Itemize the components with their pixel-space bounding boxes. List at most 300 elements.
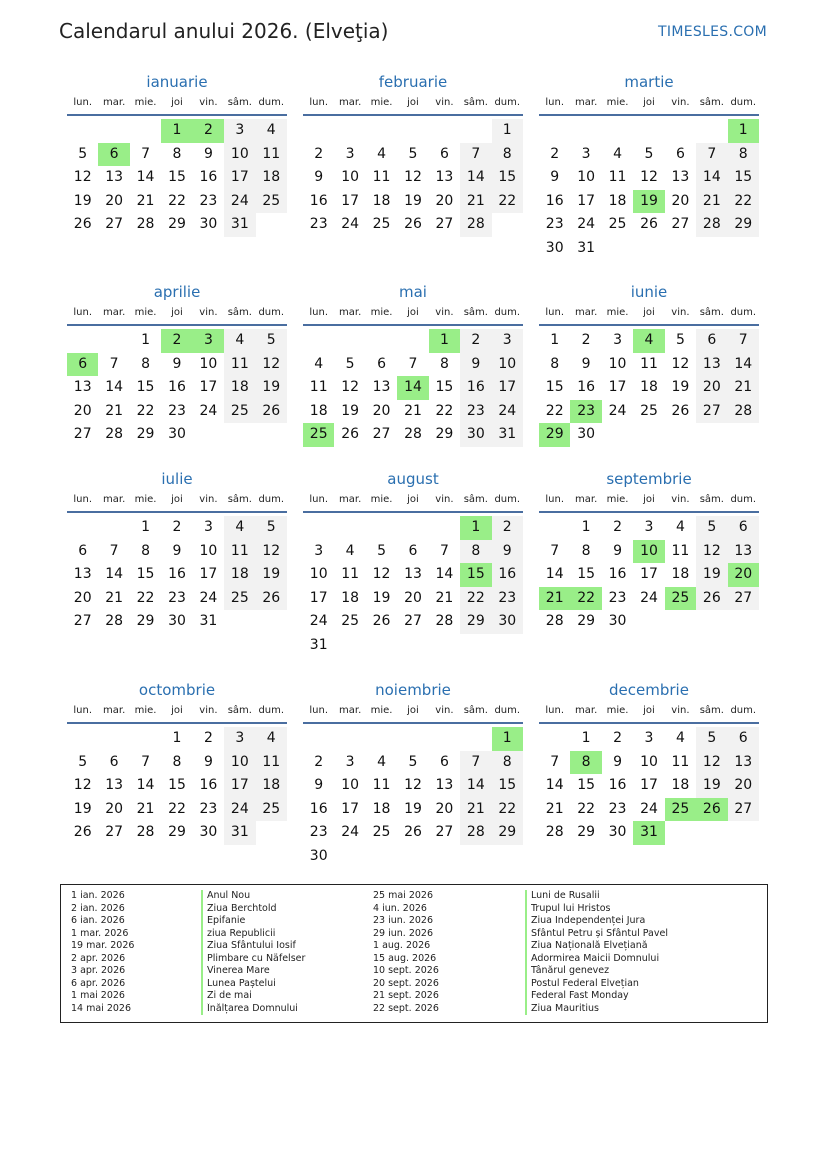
month-title: decembrie [609, 681, 689, 699]
day-cell: 18 [372, 800, 391, 817]
holiday-day-cell: 26 [696, 798, 727, 822]
day-cell: 23 [168, 589, 186, 606]
day-cell: 3 [203, 519, 213, 535]
weekday-label: mie. [134, 97, 157, 108]
weekday-label: dum. [730, 97, 757, 108]
holiday-date: 23 iun. 2026 [373, 915, 434, 926]
month-title: iulie [161, 470, 193, 488]
holiday-day-cell: 1 [429, 329, 460, 353]
day-cell: 4 [314, 355, 324, 372]
holiday-date: 1 ian. 2026 [71, 890, 125, 901]
holiday-list [60, 884, 768, 1023]
weekend-day-cell: 5 [696, 516, 727, 540]
day-cell: 15 [136, 566, 155, 582]
day-grid [303, 119, 523, 237]
day-cell: 6 [377, 355, 387, 372]
day-cell: 7 [109, 542, 119, 559]
weekday-label: lun. [545, 97, 565, 108]
day-cell: 24 [199, 402, 218, 419]
weekday-label: vin. [435, 97, 454, 108]
day-cell: 7 [550, 542, 560, 559]
weekend-day-cell: 16 [492, 563, 523, 587]
holiday-date: 29 iun. 2026 [373, 927, 434, 939]
month-octombrie [67, 681, 287, 845]
day-cell: 28 [105, 613, 124, 629]
day-cell: 20 [105, 192, 124, 209]
holiday-name: Sfântul Petru și Sfântul Pavel [531, 927, 668, 939]
empty-cell [397, 516, 428, 540]
day-cell: 26 [341, 426, 360, 442]
holiday-date: 1 aug. 2026 [373, 940, 431, 951]
day-cell: 2 [550, 145, 560, 162]
holiday-day-cell: 14 [397, 376, 428, 400]
weekend-day-cell: 25 [224, 587, 255, 611]
weekend-day-cell: 4 [256, 727, 287, 751]
day-cell: 16 [309, 192, 328, 209]
day-cell: 15 [168, 169, 186, 185]
page-title: Calendarul anului 2026. (Elveţia) [59, 19, 389, 43]
weekend-day-cell: 27 [728, 798, 759, 822]
day-cell: 30 [199, 824, 218, 840]
weekend-day-cell: 23 [492, 587, 523, 611]
weekday-label: mie. [606, 97, 629, 108]
empty-cell [98, 727, 129, 751]
day-grid [67, 119, 287, 237]
weekend-day-cell: 15 [728, 166, 759, 190]
day-cell: 31 [577, 239, 596, 256]
holiday-date: 6 apr. 2026 [71, 977, 126, 989]
day-cell: 26 [73, 216, 92, 232]
month-divider [67, 722, 287, 724]
day-cell: 12 [404, 169, 422, 185]
day-cell: 13 [73, 379, 92, 395]
weekday-label: dum. [730, 494, 757, 505]
holiday-name: Ziua Berchtold [207, 902, 277, 914]
weekend-day-cell: 25 [256, 798, 287, 822]
holiday-day-cell: 1 [161, 119, 192, 143]
day-cell: 27 [73, 613, 92, 629]
day-cell: 7 [439, 542, 449, 559]
day-cell: 21 [136, 192, 155, 209]
day-cell: 12 [372, 566, 391, 582]
weekend-day-cell: 3 [224, 119, 255, 143]
weekend-day-cell: 22 [728, 190, 759, 214]
day-cell: 17 [640, 777, 658, 793]
weekday-label: sâm. [227, 494, 252, 505]
day-cell: 8 [141, 355, 151, 372]
weekend-day-cell: 16 [460, 376, 491, 400]
weekend-day-cell: 20 [696, 376, 727, 400]
holiday-day-cell: 4 [633, 329, 664, 353]
day-cell: 8 [172, 753, 182, 770]
weekday-header [539, 307, 759, 323]
day-cell: 17 [577, 192, 596, 209]
day-cell: 25 [341, 613, 360, 629]
day-cell: 10 [309, 566, 328, 582]
day-cell: 14 [435, 566, 454, 582]
day-grid [303, 727, 523, 868]
weekday-header [539, 494, 759, 510]
weekday-label: mie. [370, 97, 393, 108]
weekend-day-cell: 10 [492, 353, 523, 377]
day-grid [303, 516, 523, 657]
holiday-day-cell: 15 [460, 563, 491, 587]
day-cell: 14 [105, 379, 124, 395]
day-cell: 22 [168, 192, 186, 209]
weekend-day-cell: 8 [492, 143, 523, 167]
weekday-label: joi [643, 705, 655, 716]
weekday-header [303, 307, 523, 323]
empty-cell [429, 119, 460, 143]
weekend-day-cell: 19 [256, 376, 287, 400]
day-cell: 22 [577, 800, 596, 817]
month-divider [67, 324, 287, 326]
day-cell: 24 [341, 216, 360, 232]
weekday-label: mar. [575, 307, 598, 318]
day-cell: 1 [581, 730, 591, 746]
holiday-name: Lunea Paștelui [207, 977, 276, 989]
day-grid [539, 119, 759, 260]
holiday-name: Tânărul genevez [531, 965, 610, 976]
day-cell: 12 [341, 379, 360, 395]
day-cell: 20 [73, 589, 92, 606]
holiday-day-cell: 3 [193, 329, 224, 353]
holiday-names-column [525, 890, 685, 1015]
holiday-name: Federal Fast Monday [531, 990, 629, 1001]
day-cell: 5 [78, 753, 88, 770]
weekday-label: lun. [545, 494, 565, 505]
empty-cell [366, 329, 397, 353]
month-august [303, 470, 523, 657]
day-cell: 19 [671, 379, 690, 395]
holiday-name: ziua Republicii [207, 927, 276, 939]
empty-cell [429, 727, 460, 751]
weekday-label: lun. [545, 307, 565, 318]
day-grid [67, 727, 287, 845]
day-cell: 28 [545, 613, 564, 629]
day-cell: 21 [404, 402, 422, 419]
empty-cell [397, 119, 428, 143]
holiday-date: 2 apr. 2026 [71, 952, 126, 964]
day-cell: 8 [141, 542, 151, 559]
weekday-label: mie. [606, 705, 629, 716]
holiday-name: Înălțarea Domnului [207, 1002, 298, 1014]
weekend-day-cell: 18 [256, 774, 287, 798]
weekend-day-cell: 9 [460, 353, 491, 377]
month-title: ianuarie [146, 73, 208, 91]
day-cell: 17 [608, 379, 627, 395]
holiday-date: 19 mar. 2026 [71, 940, 135, 951]
month-iunie [539, 283, 759, 447]
weekend-day-cell: 27 [728, 587, 759, 611]
day-cell: 8 [581, 542, 591, 559]
weekday-label: dum. [494, 307, 521, 318]
day-cell: 13 [105, 169, 124, 185]
day-cell: 4 [613, 145, 623, 162]
empty-cell [303, 727, 334, 751]
month-mai [303, 283, 523, 447]
day-cell: 7 [141, 145, 151, 162]
empty-cell [334, 516, 365, 540]
weekend-day-cell: 18 [224, 376, 255, 400]
weekend-day-cell: 11 [256, 751, 287, 775]
weekday-label: mar. [103, 97, 126, 108]
day-cell: 17 [341, 800, 360, 817]
weekday-label: mie. [134, 307, 157, 318]
weekday-label: mie. [370, 494, 393, 505]
day-cell: 1 [141, 519, 151, 535]
empty-cell [334, 727, 365, 751]
weekend-day-cell: 18 [256, 166, 287, 190]
empty-cell [460, 727, 491, 751]
day-cell: 10 [640, 753, 658, 770]
weekend-day-cell: 2 [492, 516, 523, 540]
weekend-day-cell: 6 [696, 329, 727, 353]
empty-cell [67, 516, 98, 540]
holiday-name: Vinerea Mare [207, 965, 270, 976]
month-februarie [303, 73, 523, 237]
weekend-day-cell: 14 [460, 774, 491, 798]
weekday-label: dum. [258, 97, 285, 108]
weekend-day-cell: 2 [460, 329, 491, 353]
holiday-name: Plimbare cu Näfelser [207, 952, 306, 964]
empty-cell [665, 119, 696, 143]
day-cell: 17 [640, 566, 658, 582]
weekday-label: lun. [73, 494, 93, 505]
day-cell: 23 [608, 800, 627, 817]
empty-cell [334, 329, 365, 353]
holiday-date: 20 sept. 2026 [373, 977, 439, 989]
weekday-label: lun. [309, 307, 329, 318]
weekend-day-cell: 31 [492, 423, 523, 447]
day-cell: 21 [136, 800, 155, 817]
empty-cell [429, 516, 460, 540]
month-title: septembrie [606, 470, 692, 488]
day-cell: 19 [372, 589, 391, 606]
weekday-label: mie. [370, 705, 393, 716]
weekend-day-cell: 5 [696, 727, 727, 751]
month-martie [539, 73, 759, 260]
month-divider [539, 324, 759, 326]
day-cell: 12 [640, 169, 658, 185]
day-cell: 14 [545, 777, 564, 793]
day-cell: 28 [105, 426, 124, 442]
day-cell: 15 [577, 566, 596, 582]
day-cell: 28 [435, 613, 454, 629]
weekday-label: joi [171, 494, 183, 505]
weekend-day-cell: 7 [728, 329, 759, 353]
weekday-label: mar. [575, 705, 598, 716]
weekend-day-cell: 21 [696, 190, 727, 214]
weekend-day-cell: 20 [728, 774, 759, 798]
empty-cell [366, 119, 397, 143]
day-cell: 29 [577, 824, 596, 840]
weekend-day-cell: 28 [460, 213, 491, 237]
day-cell: 2 [613, 730, 623, 746]
day-cell: 26 [640, 216, 658, 232]
day-cell: 18 [372, 192, 391, 209]
day-cell: 3 [644, 730, 654, 746]
day-cell: 30 [168, 426, 186, 442]
holiday-date: 1 mar. 2026 [71, 927, 129, 939]
weekday-label: mar. [575, 494, 598, 505]
day-cell: 21 [105, 402, 124, 419]
weekday-label: lun. [73, 705, 93, 716]
day-cell: 10 [608, 355, 627, 372]
weekday-label: sâm. [699, 494, 724, 505]
month-decembrie [539, 681, 759, 845]
holiday-date: 14 mai 2026 [71, 1002, 132, 1014]
day-cell: 20 [404, 589, 422, 606]
holiday-date: 1 mai 2026 [71, 990, 125, 1001]
holiday-day-cell: 2 [193, 119, 224, 143]
weekend-day-cell: 7 [460, 143, 491, 167]
weekend-day-cell: 4 [224, 516, 255, 540]
day-grid [67, 329, 287, 447]
weekend-day-cell: 24 [224, 798, 255, 822]
day-cell: 17 [341, 192, 360, 209]
weekend-day-cell: 14 [728, 353, 759, 377]
weekend-day-cell: 30 [460, 423, 491, 447]
weekday-label: vin. [199, 307, 218, 318]
weekend-day-cell: 17 [224, 166, 255, 190]
day-cell: 3 [345, 145, 355, 162]
holiday-date: 22 sept. 2026 [373, 1002, 439, 1014]
weekday-label: vin. [435, 307, 454, 318]
weekend-day-cell: 7 [460, 751, 491, 775]
weekend-day-cell: 24 [492, 400, 523, 424]
weekday-label: lun. [309, 97, 329, 108]
day-cell: 27 [404, 613, 422, 629]
day-cell: 6 [78, 542, 88, 559]
day-cell: 23 [608, 589, 627, 606]
weekend-day-cell: 8 [492, 751, 523, 775]
day-cell: 5 [644, 145, 654, 162]
day-cell: 28 [136, 216, 155, 232]
day-cell: 27 [105, 216, 124, 232]
day-cell: 16 [608, 566, 627, 582]
day-cell: 28 [136, 824, 155, 840]
day-cell: 7 [141, 753, 151, 770]
day-cell: 16 [168, 566, 186, 582]
holiday-dates-column [71, 890, 201, 1015]
weekday-label: vin. [435, 494, 454, 505]
weekday-header [539, 705, 759, 721]
day-cell: 24 [640, 800, 658, 817]
month-title: noiembrie [375, 681, 451, 699]
day-cell: 27 [671, 216, 690, 232]
day-cell: 10 [577, 169, 596, 185]
day-cell: 25 [372, 824, 391, 840]
month-divider [303, 324, 523, 326]
empty-cell [602, 119, 633, 143]
day-cell: 29 [168, 824, 186, 840]
month-divider [539, 114, 759, 116]
day-cell: 30 [577, 426, 596, 442]
day-cell: 11 [608, 169, 627, 185]
day-cell: 27 [105, 824, 124, 840]
day-cell: 29 [136, 613, 155, 629]
month-divider [67, 511, 287, 513]
empty-cell [633, 119, 664, 143]
day-cell: 18 [309, 402, 328, 419]
weekday-label: vin. [435, 705, 454, 716]
weekend-day-cell: 22 [492, 798, 523, 822]
day-cell: 30 [608, 824, 627, 840]
day-grid [67, 516, 287, 634]
weekday-header [67, 705, 287, 721]
weekday-label: joi [407, 705, 419, 716]
holiday-day-cell: 29 [539, 423, 570, 447]
day-cell: 16 [168, 379, 186, 395]
holiday-day-cell: 1 [492, 727, 523, 751]
holiday-date: 10 sept. 2026 [373, 965, 439, 976]
day-cell: 3 [345, 753, 355, 770]
day-cell: 3 [613, 332, 623, 348]
day-cell: 11 [671, 753, 690, 770]
day-cell: 18 [341, 589, 360, 606]
day-cell: 14 [136, 169, 155, 185]
weekday-label: joi [407, 494, 419, 505]
empty-cell [366, 727, 397, 751]
day-cell: 11 [372, 169, 391, 185]
day-cell: 24 [341, 824, 360, 840]
day-cell: 20 [435, 800, 454, 817]
day-cell: 28 [545, 824, 564, 840]
day-cell: 13 [73, 566, 92, 582]
day-cell: 14 [105, 566, 124, 582]
weekday-label: sâm. [699, 705, 724, 716]
day-cell: 7 [550, 753, 560, 770]
day-grid [539, 727, 759, 845]
holiday-day-cell: 22 [570, 587, 601, 611]
day-cell: 13 [372, 379, 391, 395]
site-link[interactable]: TIMESLES.COM [658, 24, 767, 40]
day-cell: 9 [314, 777, 324, 793]
day-cell: 12 [73, 169, 92, 185]
empty-cell [67, 119, 98, 143]
holiday-name: Adormirea Maicii Domnului [531, 952, 660, 964]
holiday-day-cell: 1 [460, 516, 491, 540]
day-cell: 27 [435, 216, 454, 232]
weekend-day-cell: 31 [224, 213, 255, 237]
weekday-label: joi [407, 97, 419, 108]
weekday-label: vin. [199, 494, 218, 505]
day-cell: 24 [577, 216, 596, 232]
day-cell: 10 [199, 355, 218, 372]
weekday-label: mie. [134, 705, 157, 716]
weekend-day-cell: 4 [224, 329, 255, 353]
weekend-day-cell: 1 [492, 119, 523, 143]
day-cell: 1 [550, 332, 560, 348]
weekend-day-cell: 30 [492, 610, 523, 634]
weekday-label: sâm. [463, 307, 488, 318]
day-cell: 7 [109, 355, 119, 372]
weekday-label: dum. [258, 705, 285, 716]
day-cell: 1 [172, 730, 182, 746]
weekend-day-cell: 12 [696, 751, 727, 775]
empty-cell [98, 329, 129, 353]
weekday-label: lun. [545, 705, 565, 716]
day-cell: 30 [168, 613, 186, 629]
day-cell: 2 [314, 145, 324, 162]
day-cell: 2 [581, 332, 591, 348]
weekday-label: vin. [671, 97, 690, 108]
day-cell: 3 [644, 519, 654, 535]
day-cell: 20 [671, 192, 690, 209]
empty-cell [460, 119, 491, 143]
weekend-day-cell: 26 [696, 587, 727, 611]
